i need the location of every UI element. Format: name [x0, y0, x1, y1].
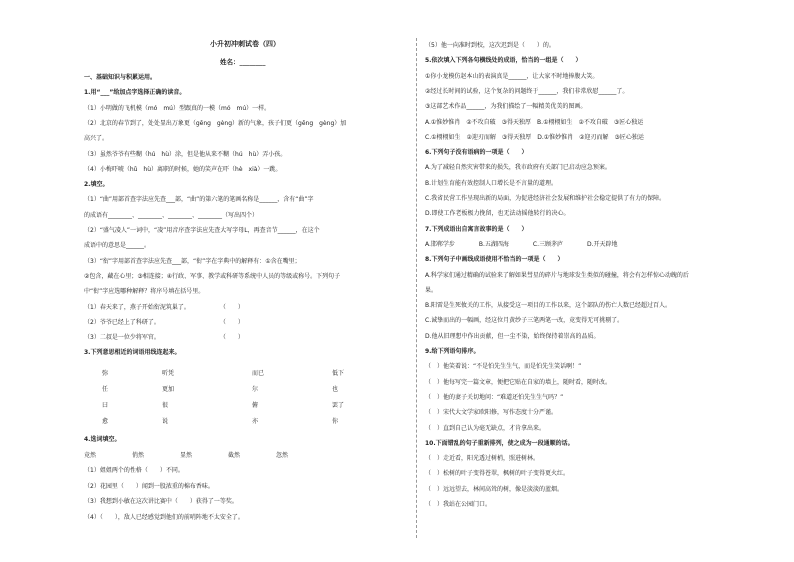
right-line: （ ）他每写完一篇文章，便把它贴在自家的墙上，随时看，随时改。	[425, 378, 612, 386]
right-line: （5）他一向准时到校，这次迟到是（ ）的。	[425, 42, 555, 49]
right-line: 8.下列句子中画线成语使用不恰当的一项是（ ）	[425, 256, 564, 264]
right-line: ③这部艺术作品______，为我们描绘了一幅精美优美的图画。	[425, 103, 587, 111]
match-word: 你	[332, 418, 339, 425]
paper-title: 小升初冲刺试卷（四）	[210, 40, 280, 48]
left-line: （3）二叔是一位少将军官。 （ ）	[84, 334, 244, 342]
right-line: ①你小龙模仿赵本山的表演真是______，让大家不时地捧腹大笑。	[425, 72, 599, 80]
left-line: （1）小明做的飞机模（mó mú）型跟真的一模（mó mú）一样。	[84, 104, 271, 112]
right-line: C.我省民营工作呈现出新的局面，为促进经济社会发展和维护社会稳定提供了有力的保障。	[425, 195, 666, 202]
right-line: B.阳雷是生死攸关的工作，从接受这一项目的工作以来，这个部队的伤亡人数已经超过百人。	[425, 302, 672, 310]
match-word: 很	[162, 402, 169, 409]
match-word: 任	[102, 386, 109, 393]
right-line: A.科学家们通过精确的试验来了解如果彗星的碎片与地球发生类似的碰撞，将会有怎样惊心动魄的后	[425, 271, 689, 279]
right-line: 10.下面错乱的句子重新排列，使之成为一段通顺的话。	[425, 439, 574, 447]
right-line: 7.下列成语出自寓言故事的是（ ）	[425, 225, 528, 233]
right-line: 果。	[425, 286, 438, 294]
match-word: 俯	[252, 402, 259, 409]
left-line: （2）“盛气凌人”一词中，“凌”用音序查字法应先查大写字母L，再查音节______，在这个	[84, 227, 320, 234]
right-line: （ ）我站在公园门口。	[425, 501, 492, 508]
left-line: （1）春天来了，燕子开始衔泥筑巢了。 （ ）	[84, 303, 244, 311]
match-word: 低下	[332, 370, 345, 377]
right-line: D.他从旧理想中作出贡献，但一尘不染，始终保持着崇高的品质。	[425, 332, 600, 340]
match-word: 曰	[102, 402, 109, 409]
left-line: 成语中的意思是______。	[84, 242, 151, 250]
left-line: 的成语有________、________、________、________（写出四个）	[84, 211, 259, 219]
match-word: 尔	[252, 386, 259, 393]
match-word: 也	[332, 386, 339, 393]
right-line: D.即使工作老板极力挽留，也无法动摇他转行的决心。	[425, 210, 570, 218]
left-line: 1.用“___”给加点字选择正确的读音。	[84, 89, 186, 97]
left2-line: （4）（ ），敌人已经感觉到他们的前哨阵地不太安全了。	[84, 513, 244, 521]
column-divider	[416, 38, 417, 538]
right-line: C.诚挚而出的一幅画，经这位月黄纱子三笔两笔一改，竟变得无可挑剔了。	[425, 317, 624, 325]
right-line: （ ）他的妻子关切地问：“难道还怕先生生气吗？”	[425, 393, 564, 401]
left2-line: 4.选词填空。	[84, 436, 121, 443]
left-line: 高兴了。	[84, 135, 109, 143]
right-line: 6.下列句子没有语病的一项是（ ）	[425, 149, 528, 157]
left-line: （3）虽然爷爷有些糊（hú hù）涂，但是他从来不糊（hú hù）弄小孩。	[84, 150, 287, 158]
match-word: 罢了	[332, 402, 345, 409]
right-line: B.计划生育能有效控制人口增长是不言量的道理。	[425, 179, 558, 187]
right-line: A.①惟妙惟肖 ②不攻自破 ③得天独厚 B.①栩栩如生 ②不攻自破 ③匠心独运	[425, 118, 644, 126]
left2-line: （3）我想到小敏在这次讲比赛中（ ）获得了一等奖。	[84, 498, 238, 505]
match-word: 愈	[102, 418, 109, 425]
left2-line: （2）花园里（ ）闻到一股浓重的棉布香味。	[84, 482, 214, 490]
right-line: （ ）直到自己认为毫无缺点，才肯拿出来。	[425, 424, 546, 432]
right-line: （ ）走近看，阳光透过树梢，照进树林。	[425, 455, 540, 463]
right-line: 5.依次填入下列各句横线处的成语，恰当的一组是（ ）	[425, 57, 582, 65]
right-line: C.①栩栩如生 ②迎刃而解 ③得天独厚 D.①惟妙惟肖 ②迎刃而解 ③匠心独运	[425, 133, 644, 141]
left-line: （3）“衔”字用部首查字法应先查___部，“衔”字在字典中的解释有：①含在嘴里；	[84, 257, 301, 265]
left-line: 2.填空。	[84, 181, 109, 189]
right-line: （ ）宋代大文学家欧阳修，写作态度十分严谨。	[425, 409, 558, 417]
left-line: 3.下列意思相近的词语用线连起来。	[84, 349, 181, 357]
match-word: 更加	[162, 386, 175, 393]
match-word: 说	[162, 418, 169, 425]
left-line: （1）“曲”用部首查字法应先查___部，“曲”的第六笔的笔画名称是______，含有“曲”字	[84, 196, 314, 204]
match-word: 亦	[252, 418, 259, 425]
right-line: A.为了减轻自然灾害带来的损失，我市政府有关部门已启动应急预案。	[425, 164, 611, 172]
left2-line: 竟然 俏然 显然 截然 忽然	[84, 451, 289, 459]
left-line: ②包含，藏在心里；③相连接；④行政、军事、教学或科研等系统中人员的等级或称号。下列句子	[84, 272, 341, 280]
right-line: （ ）他笑着说：“不是怕先生生气，而是怕先生笑话啊！”	[425, 363, 582, 371]
left-line: （4）小梅吓唬（hǔ hù）离职的时候，她的笑声在吓（hè xià）一跳。	[84, 165, 282, 173]
left-line: 中“衔”字应选哪种解释？将序号填在括号里。	[84, 288, 205, 296]
right-line: ②经过长时间的试验，这个复杂的问题终于______，我们非常欣慰______了。	[425, 87, 629, 95]
left2-line: （1）姐姐两个的性格（ ）不同。	[84, 467, 184, 474]
right-line: （ ）远远望去，林间高耸的树，像是淡淡的蓝烟。	[425, 485, 564, 493]
left-line: 一、基础知识与积累运用。	[84, 74, 157, 81]
match-word: 弥	[102, 370, 109, 377]
right-line: A.邯郸学步 B.五湖四海 C.三顾茅庐 D.开天辟地	[425, 240, 618, 248]
name-field: 姓名：________	[220, 58, 266, 66]
match-word: 而已	[252, 370, 265, 377]
right-line: （ ）松树的叶子变得苍翠，枫树的叶子变得更火红。	[425, 470, 570, 478]
left-line: （2）爷爷已经上了科研了。 （ ）	[84, 318, 244, 326]
right-line: 9.给下列语句排序。	[425, 348, 480, 355]
left-line: （2）北京的春节到了，处处显出万象更（gēng gèng）新的气象，孩子们更（gēng gèng）加	[84, 119, 347, 127]
match-word: 听凭	[162, 370, 175, 377]
